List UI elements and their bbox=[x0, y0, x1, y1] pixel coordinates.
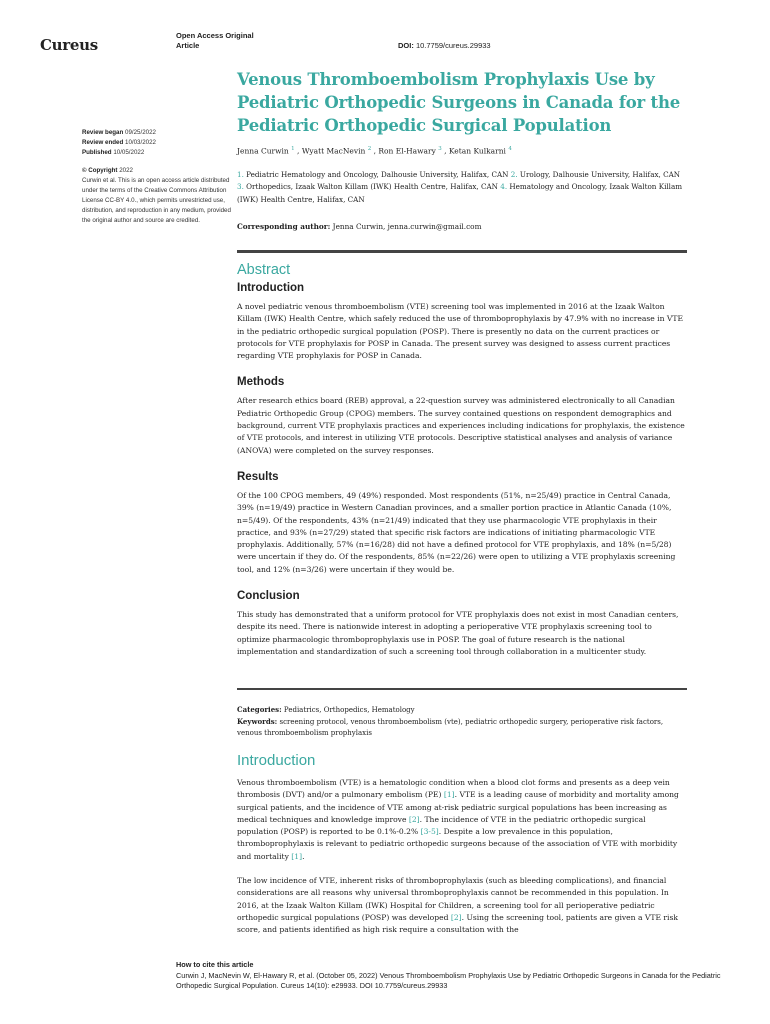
author-list: Jenna Curwin $^1$ , Wyatt MacNevin $^2$ , Ron El-Hawary $^3$ , Ketan Kulkarni $^4$ bbox=[237, 146, 512, 156]
text-run: . Using the screening tool, patients are given a VTE risk score, and patients identified as high risk require a consultation with the bbox=[237, 912, 678, 935]
categories-value: Pediatrics, Orthopedics, Hematology bbox=[283, 706, 415, 714]
article-header bbox=[237, 68, 687, 231]
section-heading: Introduction bbox=[237, 282, 305, 294]
citation-link[interactable]: [3-5] bbox=[420, 827, 439, 837]
published-date: 10/05/2022 bbox=[113, 149, 145, 156]
author-name[interactable]: Wyatt MacNevin bbox=[301, 146, 366, 156]
keywords bbox=[237, 716, 687, 739]
article-title: Venous Thromboembolism Prophylaxis Use by Pediatric Orthopedic Surgeons in Canada for the Pediatric Orthopedic Surgical Population bbox=[237, 70, 681, 135]
abstract-section bbox=[237, 590, 687, 658]
published-label: Published bbox=[82, 149, 112, 156]
introduction-heading: Introduction bbox=[237, 752, 316, 769]
journal-logo: Cureus bbox=[40, 36, 98, 54]
abstract-section bbox=[237, 471, 687, 576]
affil-num: 1. bbox=[237, 169, 244, 179]
how-to-cite bbox=[176, 960, 736, 992]
categories-keywords bbox=[237, 704, 687, 739]
license-text: Curwin et al. This is an open access article distributed under the terms of the Creative Commons Attribution License CC-BY 4.0., which permits unrestricted use, distribution, and reproduction in any medium, provided the original author and source are credited. bbox=[82, 177, 231, 224]
how-to-cite-label: How to cite this article bbox=[176, 960, 254, 969]
abstract-section bbox=[237, 376, 687, 456]
citation-link[interactable]: [1] bbox=[443, 790, 455, 800]
doi-label: DOI: bbox=[398, 41, 414, 50]
abstract-heading: Abstract bbox=[237, 262, 291, 278]
how-to-cite-text: Curwin J, MacNevin W, El-Hawary R, et al. (October 05, 2022) Venous Thromboembolism Prophylaxis Use by Pediatric Orthopedic Surgeons in Canada for the Pediatric Orthopedic Surgical Population. Cureus 14(10): e29933. DOI 10.7759/cureus.29933 bbox=[176, 970, 721, 990]
article-type bbox=[176, 31, 254, 51]
review-began-label: Review began bbox=[82, 129, 124, 136]
author-affil-num[interactable]: 1 bbox=[291, 146, 295, 152]
article-type-line1: Open Access Original bbox=[176, 31, 254, 40]
section-text: Of the 100 CPOG members, 49 (49%) responded. Most respondents (51%, n=25/49) practice in Central Canada, 39% (n=19/49) practice in Western Canadian provinces, and a smaller portion practice in Atlantic Canada (10%, n=5/49). Of the respondents, 43% (n=21/49) indicated that they use pharmacologic VTE prophylaxis in their practice, and 93% (n=27/29) stated that specific risk factors are indications of initiating pharmacologic VTE prophylaxis. Additionally, 57% (n=16/28) did not have a defined protocol for VTE prophylaxis, and 18% (n=5/28) were uncertain if they do. Of the respondents, 85% (n=22/26) were open to utilizing a VTE prophylaxis screening tool, and 12% (n=3/26) were uncertain if they would be. bbox=[237, 490, 676, 574]
intro-paragraph-2 bbox=[237, 875, 687, 936]
keywords-label: Keywords: bbox=[237, 717, 278, 726]
affil-num: 2. bbox=[510, 169, 518, 179]
review-began-date: 09/25/2022 bbox=[125, 129, 156, 136]
categories-label: Categories: bbox=[237, 705, 282, 714]
affil-text: Orthopedics, Izaak Walton Killam (IWK) Health Centre, Halifax, CAN bbox=[246, 182, 498, 191]
divider bbox=[237, 250, 687, 253]
review-ended bbox=[82, 138, 232, 148]
author-affil-num[interactable]: 2 bbox=[367, 146, 372, 152]
text-run: . VTE is a leading cause of morbidity and mortality among surgical patients, and the incidence of VTE among at-risk pediatric surgical populations has been increasing as medical techniques and knowledge improve bbox=[237, 790, 679, 824]
introduction bbox=[237, 752, 687, 937]
keywords-value: screening protocol, venous thromboembolism (vte), pediatric orthopedic surgery, perioperative risk factors, venous thromboembolism prophylaxis bbox=[237, 718, 664, 737]
text-run: Venous thromboembolism (VTE) is a hematologic condition when a blood clot forms and presents as a deep vein thrombosis (DVT) and/or a pulmonary embolism (PE) bbox=[237, 778, 670, 800]
article-type-line2: Article bbox=[176, 41, 200, 50]
citation-link[interactable]: [2] bbox=[450, 912, 462, 922]
affil-text: Pediatric Hematology and Oncology, Dalhousie University, Halifax, CAN bbox=[246, 169, 509, 179]
review-ended-date: 10/03/2022 bbox=[125, 139, 156, 146]
section-text: A novel pediatric venous thromboembolism (VTE) screening tool was implemented in 2016 at the Izaak Walton Killam (IWK) Health Centre, which safely reduced the use of thromboprophylaxis by 47.9% with no increase in VTE in the pediatric orthopedic surgical population (POSP). There is presently no data on the current practices or protocols for VTE prophylaxis for POSP in Canada. The present survey was designed to assess current practices regarding VTE prophylaxis for POSP in Canada. bbox=[237, 302, 683, 361]
corresponding-author bbox=[237, 222, 687, 231]
sidebar-info bbox=[82, 128, 232, 226]
section-heading: Results bbox=[237, 470, 279, 483]
author-name[interactable]: Ron El-Hawary bbox=[378, 146, 436, 156]
text-run: The low incidence of VTE, inherent risks of thromboprophylaxis (such as bleeding complications), and financial considerations are all reasons why universal thromboprophylaxis cannot be recommended in this population. In 2016, at the Izaak Walton Killam (IWK) Hospital for Children, a screening tool for all perioperative pediatric orthopedic surgical populations (POSP) was developed bbox=[237, 876, 669, 922]
citation-link[interactable]: [1] bbox=[291, 851, 303, 861]
abstract bbox=[237, 262, 687, 672]
review-began bbox=[82, 128, 232, 138]
affil-num: 3. bbox=[237, 182, 244, 191]
section-text: After research ethics board (REB) approval, a 22-question survey was administered electronically to all Canadian Pediatric Orthopedic Group (CPOG) members. The survey contained questions on respondent demographics and background, current VTE prophylaxis practices and experiences including indications for prophylaxis, the existence of VTE protocols, and interest in utilizing VTE protocols. Descriptive statistical analyses and analysis of variance (ANOVA) were completed on the survey responses. bbox=[237, 396, 685, 455]
affiliations bbox=[237, 169, 687, 207]
review-ended-label: Review ended bbox=[82, 139, 124, 146]
citation-link[interactable]: [2] bbox=[408, 814, 420, 824]
author-name[interactable]: Jenna Curwin bbox=[237, 146, 289, 156]
abstract-section bbox=[237, 282, 687, 362]
copyright-year: 2022 bbox=[119, 167, 133, 174]
affil-text: Urology, Dalhousie University, Halifax, CAN bbox=[519, 169, 681, 179]
corresponding-text[interactable]: Jenna Curwin, jenna.curwin@gmail.com bbox=[332, 222, 482, 231]
doi-value: 10.7759/cureus.29933 bbox=[415, 41, 491, 50]
categories bbox=[237, 704, 687, 716]
author-name[interactable]: Ketan Kulkarni bbox=[448, 146, 506, 156]
section-heading: Conclusion bbox=[237, 590, 300, 603]
affil-text: Hematology and Oncology, Izaak Walton Killam (IWK) Health Centre, Halifax, CAN bbox=[237, 182, 683, 204]
text-run: . The incidence of VTE in the pediatric orthopedic surgical population (POSP) is reported to be 0.1%-0.2% bbox=[237, 814, 646, 837]
published bbox=[82, 148, 232, 158]
doi bbox=[398, 41, 491, 50]
copyright bbox=[82, 166, 232, 176]
section-heading: Methods bbox=[237, 376, 285, 389]
section-text: This study has demonstrated that a uniform protocol for VTE prophylaxis does not exist in most Canadian centers, despite its need. There is nationwide interest in adopting a perioperative VTE prophylaxis screening tool to optimize pharmacologic thromboprophylaxis use in POSP. The goal of future research is the national implementation and standardization of such a screening tool through collaboration in a multicenter study. bbox=[237, 610, 679, 656]
author-affil-num[interactable]: 4 bbox=[508, 146, 512, 152]
affil-num: 4. bbox=[500, 182, 508, 191]
author-affil-num[interactable]: 3 bbox=[438, 146, 442, 152]
copyright-label: © Copyright bbox=[82, 167, 118, 174]
corresponding-label: Corresponding author: bbox=[237, 222, 331, 231]
text-run: . Despite a low prevalence in this population, thromboprophylaxis is relevant to pediatric orthopedic surgeons because of the association of VTE with morbidity and mortality bbox=[237, 827, 678, 861]
text-run: . bbox=[302, 851, 305, 861]
intro-paragraph-1 bbox=[237, 777, 687, 863]
divider bbox=[237, 688, 687, 690]
